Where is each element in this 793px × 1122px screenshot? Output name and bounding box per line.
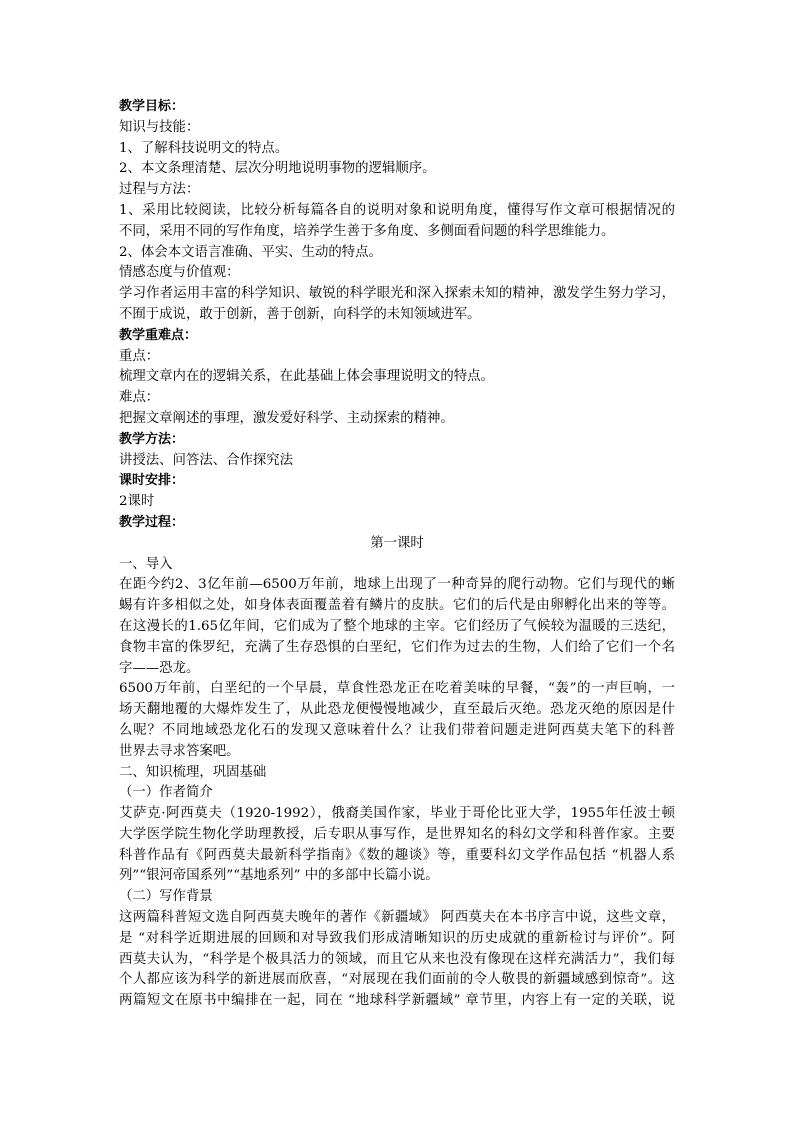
text-line: 个人都应该为科学的新进展而欣喜，“对展现在我们面前的令人敬畏的新疆域感到惊奇”。这: [119, 972, 675, 988]
text-line: 把握文章阐述的事理，激发爱好科学、主动探索的精神。: [119, 410, 454, 426]
text-line: 么呢？不同地域恐龙化石的发现又意味着什么？让我们带着问题走进阿西莫夫笔下的科普: [119, 722, 675, 738]
text-line: 字——恐龙。: [119, 660, 200, 676]
section-heading: 课时安排：: [119, 473, 185, 489]
text-line: 二、知识梳理，巩固基础: [119, 764, 267, 780]
text-line: 不囿于成说，敢于创新，善于创新，向科学的未知领域进军。: [119, 306, 481, 322]
text-line: 列”“银河帝国系列”“基地系列” 中的多部中长篇小说。: [119, 868, 439, 884]
text-line: 西莫夫认为，“科学是个极具活力的领域，而且它从来也没有像现在这样充满活力”，我们每: [119, 951, 675, 967]
text-line: 第一课时: [370, 535, 424, 551]
text-line: 梳理文章内在的逻辑关系，在此基础上体会事理说明文的特点。: [119, 369, 494, 385]
text-line: 情感态度与价值观：: [119, 265, 240, 281]
text-line: 重点：: [119, 348, 160, 364]
text-line: 6500万年前，白垩纪的一个早晨，草食性恐龙正在吃着美味的早餐，“轰”的一声巨响，一: [119, 681, 675, 697]
text-line: 1、了解科技说明文的特点。: [119, 140, 289, 156]
section-heading: 教学重难点：: [119, 327, 198, 343]
text-line: 科普作品有《阿西莫夫最新科学指南》《数的趣谈》等，重要科幻文学作品包括 “机器人系: [119, 847, 675, 863]
text-line: 一、导入: [119, 556, 173, 572]
text-line: 难点：: [119, 390, 160, 406]
text-line: 这两篇科普短文选自阿西莫夫晚年的著作《新疆域》 阿西莫夫在本书序言中说，这些文章，: [119, 910, 675, 926]
text-line: 不同，采用不同的写作角度，培养学生善于多角度、多侧面看问题的科学思维能力。: [119, 223, 615, 239]
text-line: 两篇短文在原书中编排在一起，同在 “地球科学新疆域” 章节里，内容上有一定的关联，说: [119, 993, 675, 1009]
text-line: 艾萨克·阿西莫夫（1920-1992），俄裔美国作家，毕业于哥伦比亚大学，1955年任波士顿: [119, 806, 675, 822]
text-line: 1、采用比较阅读，比较分析每篇各自的说明对象和说明角度，懂得写作文章可根据情况的: [119, 202, 675, 218]
text-line: 2、本文条理清楚、层次分明地说明事物的逻辑顺序。: [119, 161, 436, 177]
text-line: （一）作者简介: [119, 785, 213, 801]
text-line: 蜴有许多相似之处，如身体表面覆盖着有鳞片的皮肤。它们的后代是由卵孵化出来的等等。: [119, 598, 675, 614]
text-line: 场天翻地覆的大爆炸发生了，从此恐龙便慢慢地减少，直至最后灭绝。恐龙灭绝的原因是什: [119, 702, 675, 718]
section-heading: 教学过程：: [119, 514, 185, 530]
text-line: 学习作者运用丰富的科学知识、敏锐的科学眼光和深入探索未知的精神，激发学生努力学习，: [119, 286, 675, 302]
text-line: 讲授法、问答法、合作探究法: [119, 452, 294, 468]
text-line: 在距今约2、3亿年前—6500万年前，地球上出现了一种奇异的爬行动物。它们与现代的蜥: [119, 577, 675, 593]
text-line: 知识与技能：: [119, 119, 200, 135]
text-line: 是 “对科学近期进展的回顾和对导致我们形成清晰知识的历史成就的重新检讨与评价”。阿: [119, 930, 675, 946]
text-line: 食物丰富的侏罗纪，充满了生存恐惧的白垩纪，它们作为过去的生物，人们给了它们一个名: [119, 639, 675, 655]
text-line: 2课时: [119, 494, 155, 510]
section-heading: 教学目标：: [119, 99, 185, 114]
text-line: 2、体会本文语言准确、平实、生动的特点。: [119, 244, 382, 260]
section-heading: 教学方法：: [119, 431, 185, 447]
text-line: 在这漫长的1.65亿年间，它们成为了整个地球的主宰。它们经历了气候较为温暖的三迭纪，: [119, 618, 675, 634]
text-line: （二）写作背景: [119, 889, 213, 905]
text-line: 世界去寻求答案吧。: [119, 743, 240, 759]
text-line: 过程与方法：: [119, 182, 200, 198]
document-page: [119, 97, 675, 1012]
text-line: 大学医学院生物化学助理教授，后专职从事写作，是世界知名的科幻文学和科普作家。主要: [119, 826, 675, 842]
